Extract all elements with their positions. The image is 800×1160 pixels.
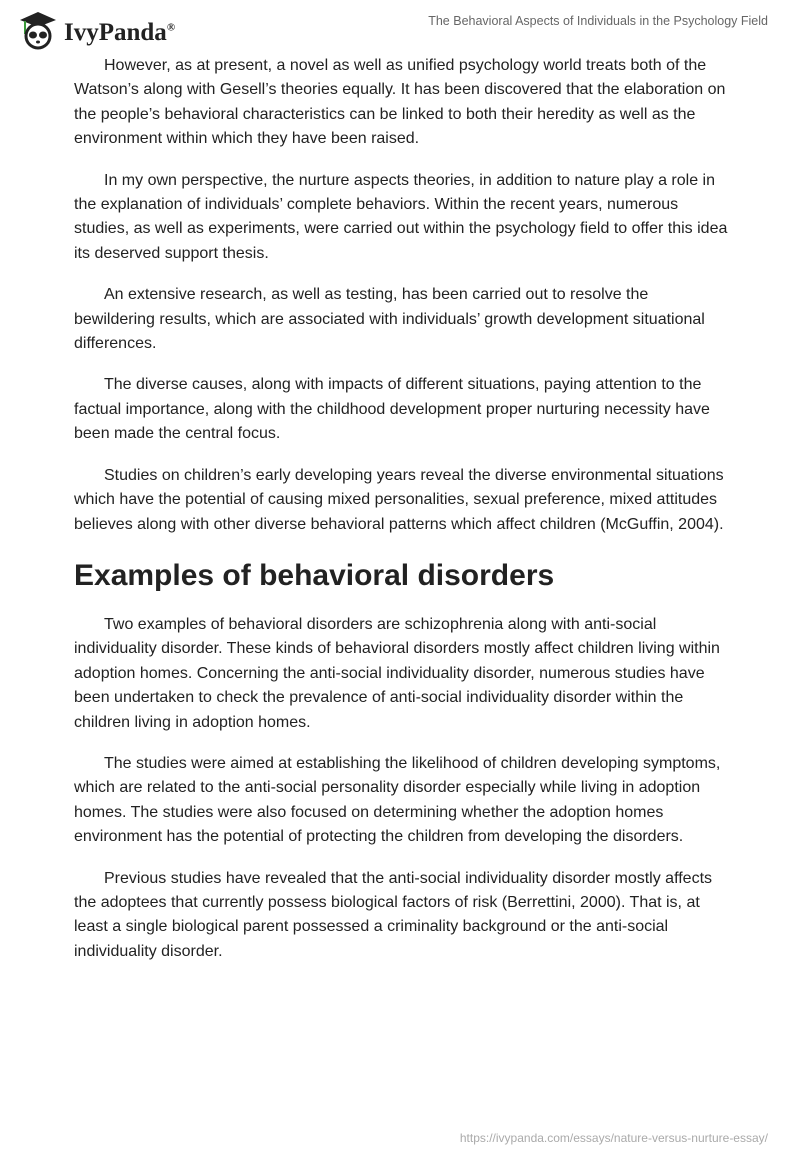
paragraph: In my own perspective, the nurture aspects theories, in addition to nature play a role in the explanation of individuals’ complete behaviors. Within the recent years, numerous studies, as well as experiments, were carried out within the psychology field to offer this idea its deserved support thesis. [74, 171, 728, 262]
paragraph: An extensive research, as well as testing, has been carried out to resolve the bewildering results, which are associated with individuals’ growth development situational differences. [74, 286, 705, 353]
document-title: The Behavioral Aspects of Individuals in the Psychology Field [428, 14, 768, 28]
paragraph: The studies were aimed at establishing the likelihood of children developing symptoms, which are related to the anti-social personality disorder especially while living in adoption homes. The studies were also focused on determining whether the adoption homes environment has the potential of protecting the children from developing the disorders. [74, 754, 721, 846]
paragraph: However, as at present, a novel as well as unified psychology world treats both of the Watson’s along with Gesell’s theories equally. It has been discovered that the elaboration on the people’s behavioral characteristics can be linked to both their heredity as well as the environment within which they have been raised. [74, 57, 726, 148]
panda-graduate-icon [18, 10, 58, 50]
section-heading: Examples of behavioral disorders [74, 558, 555, 592]
ivypanda-logo[interactable] [18, 10, 175, 50]
essay-body [74, 54, 728, 981]
logo-text: IvyPanda® [64, 19, 176, 46]
source-url[interactable]: https://ivypanda.com/essays/nature-versus-nurture-essay/ [459, 1131, 768, 1145]
paragraph: The diverse causes, along with impacts of different situations, paying attention to the factual importance, along with the childhood development proper nurturing necessity have been made the central focus. [74, 376, 710, 443]
paragraph: Two examples of behavioral disorders are schizophrenia along with anti-social individuality disorder. These kinds of behavioral disorders mostly affect children living within adoption homes. Concerning the anti-social individuality disorder, numerous studies have been undertaken to check the prevalence of anti-social individuality disorder within the children living in adoption homes. [74, 615, 720, 731]
paragraph: Studies on children’s early developing years reveal the diverse environmental situations which have the potential of causing mixed personalities, sexual preference, mixed attitudes believes along with other diverse behavioral patterns which affect children (McGuffin, 2004). [74, 466, 724, 533]
paragraph: Previous studies have revealed that the anti-social individuality disorder mostly affects the adoptees that currently possess biological factors of risk (Berrettini, 2000). That is, at least a single biological parent possessed a criminality background or the anti-social individuality disorder. [74, 869, 713, 960]
